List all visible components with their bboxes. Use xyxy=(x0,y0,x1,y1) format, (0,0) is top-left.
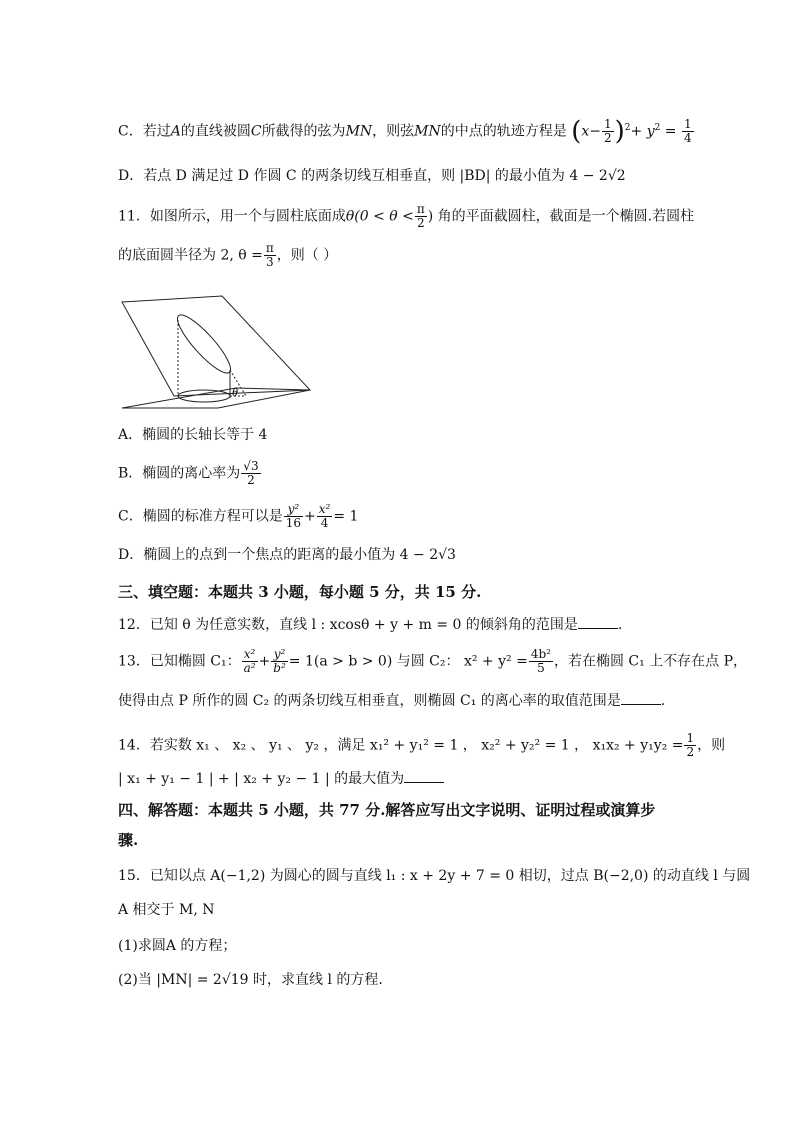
q15-line1: 15．已知以点 A(−1,2) 为圆心的圆与直线 l₁ : x + 2y + 7 = 0 相切，过点 B(−2,0) 的动直线 l 与圆 xyxy=(118,868,751,884)
text: θ(0 < θ < xyxy=(345,208,414,225)
q13-line2 xyxy=(118,690,665,711)
text: = 1(a > b > 0) 与圆 C₂： x² + y² = xyxy=(288,653,528,670)
q10-option-c xyxy=(118,118,695,145)
text: C xyxy=(250,123,262,140)
text: 的中点的轨迹方程是 xyxy=(440,123,567,140)
fraction: $\frac{1}{4}$ xyxy=(684,117,692,146)
text: ，则（ ） xyxy=(276,247,338,264)
text: | x₁ + y₁ − 1 | + | x₂ + y₂ − 1 | 的最大值为 xyxy=(118,771,405,787)
text: A xyxy=(170,123,181,140)
q15-part1: (1)求圆A 的方程； xyxy=(118,938,237,954)
text: ，则 xyxy=(697,737,726,754)
text: ) 角的平面截圆柱，截面是一个椭圆.若圆柱 xyxy=(427,208,695,225)
text: ，若在椭圆 C₁ 上不存在点 P， xyxy=(553,653,748,670)
text: x− xyxy=(581,123,601,140)
plane-shape xyxy=(122,296,310,396)
fraction: $\frac{\text{4b²}}{5}$ xyxy=(530,647,551,675)
q15-line2: A 相交于 M, N xyxy=(118,902,215,918)
section-4-heading-line2: 骤. xyxy=(118,831,139,849)
section-3-heading: 三、填空题：本题共 3 小题，每小题 5 分，共 15 分. xyxy=(118,583,482,601)
text: + xyxy=(258,653,271,670)
fraction: $\frac{1}{2}$ xyxy=(686,731,695,759)
q11-option-d: D．椭圆上的点到一个焦点的距离的最小值为 4 − 2√3 xyxy=(118,547,456,563)
text: 的直线被圆 xyxy=(180,123,251,140)
answer-blank[interactable] xyxy=(404,768,444,783)
theta-label: θ xyxy=(232,385,238,399)
fraction: $\frac{\pi}{3}$ xyxy=(265,241,274,269)
fraction: $\frac{\text{x²}}{4}$ xyxy=(318,502,331,530)
text: = xyxy=(660,123,681,140)
q11-stem-line1 xyxy=(118,203,694,230)
answer-blank[interactable] xyxy=(621,690,661,705)
text: B．椭圆的离心率为 xyxy=(118,465,241,482)
q11-option-c xyxy=(118,503,358,530)
text: 12．已知 θ 为任意实数，直线 l : xcosθ + y + m = 0 的倾斜角的范围是 xyxy=(118,617,578,633)
q10-option-d: D．若点 D 满足过 D 作圆 C 的两条切线互相垂直，则 |BD| 的最小值为 4 − 2√2 xyxy=(118,168,626,184)
q11-option-a: A．椭圆的长轴长等于 4 xyxy=(118,427,268,443)
text: C．若过 xyxy=(118,123,171,140)
q15-part2: (2)当 |MN| = 2√19 时，求直线 l 的方程. xyxy=(118,972,383,988)
q13-line1 xyxy=(118,648,747,675)
text: 2 xyxy=(624,123,631,133)
text: + y xyxy=(630,123,655,140)
q14-line1 xyxy=(118,732,725,759)
text: 2 xyxy=(654,123,661,133)
section-4-heading-line1: 四、解答题：本题共 5 小题，共 77 分.解答应写出文字说明、证明过程或演算步 xyxy=(118,801,656,819)
fraction: $\frac{√3}{2}$ xyxy=(243,459,259,487)
text: + xyxy=(304,508,316,525)
text: MN xyxy=(414,123,441,140)
paren: ( xyxy=(571,116,582,147)
fraction: $\frac{1}{2}$ xyxy=(604,117,612,146)
text: 的底面圆半径为 2, θ = xyxy=(118,247,263,264)
text: = 1 xyxy=(333,508,359,525)
fraction: $\frac{\text{y²}}{\text{b²}}$ xyxy=(273,647,286,675)
text: C．椭圆的标准方程可以是 xyxy=(118,508,283,525)
text: 所截得的弦为 xyxy=(261,123,346,140)
ellipse-shape xyxy=(171,309,237,379)
text: 使得由点 P 所作的圆 C₂ 的两条切线互相垂直，则椭圆 C₁ 的离心率的取值范围是 xyxy=(118,693,621,709)
fraction: $\frac{\pi}{2}$ xyxy=(416,202,425,230)
q12 xyxy=(118,614,622,635)
q14-line2 xyxy=(118,768,444,789)
text: . xyxy=(660,693,666,709)
text: 14．若实数 x₁ 、 x₂ 、 y₁ 、 y₂ ，满足 x₁² + y₁² = 1 ， x₂² + y₂² = 1 ， x₁x₂ + y₁y₂ = xyxy=(118,737,684,754)
paren: ) xyxy=(614,116,625,147)
text: . xyxy=(617,617,623,633)
fraction: $\frac{\text{y²}}{16}$ xyxy=(285,502,301,530)
text: 13．已知椭圆 C₁： xyxy=(118,653,241,670)
text: ，则弦 xyxy=(372,123,415,140)
cylinder-base-shape xyxy=(178,390,230,402)
answer-blank[interactable] xyxy=(578,614,618,629)
fraction: $\frac{\text{x²}}{\text{a²}}$ xyxy=(243,647,256,675)
text: 11．如图所示，用一个与圆柱底面成 xyxy=(118,208,346,225)
text: MN xyxy=(345,123,373,140)
cylinder-section-figure xyxy=(118,292,318,412)
q11-stem-line2 xyxy=(118,242,337,269)
q11-option-b xyxy=(118,460,262,487)
